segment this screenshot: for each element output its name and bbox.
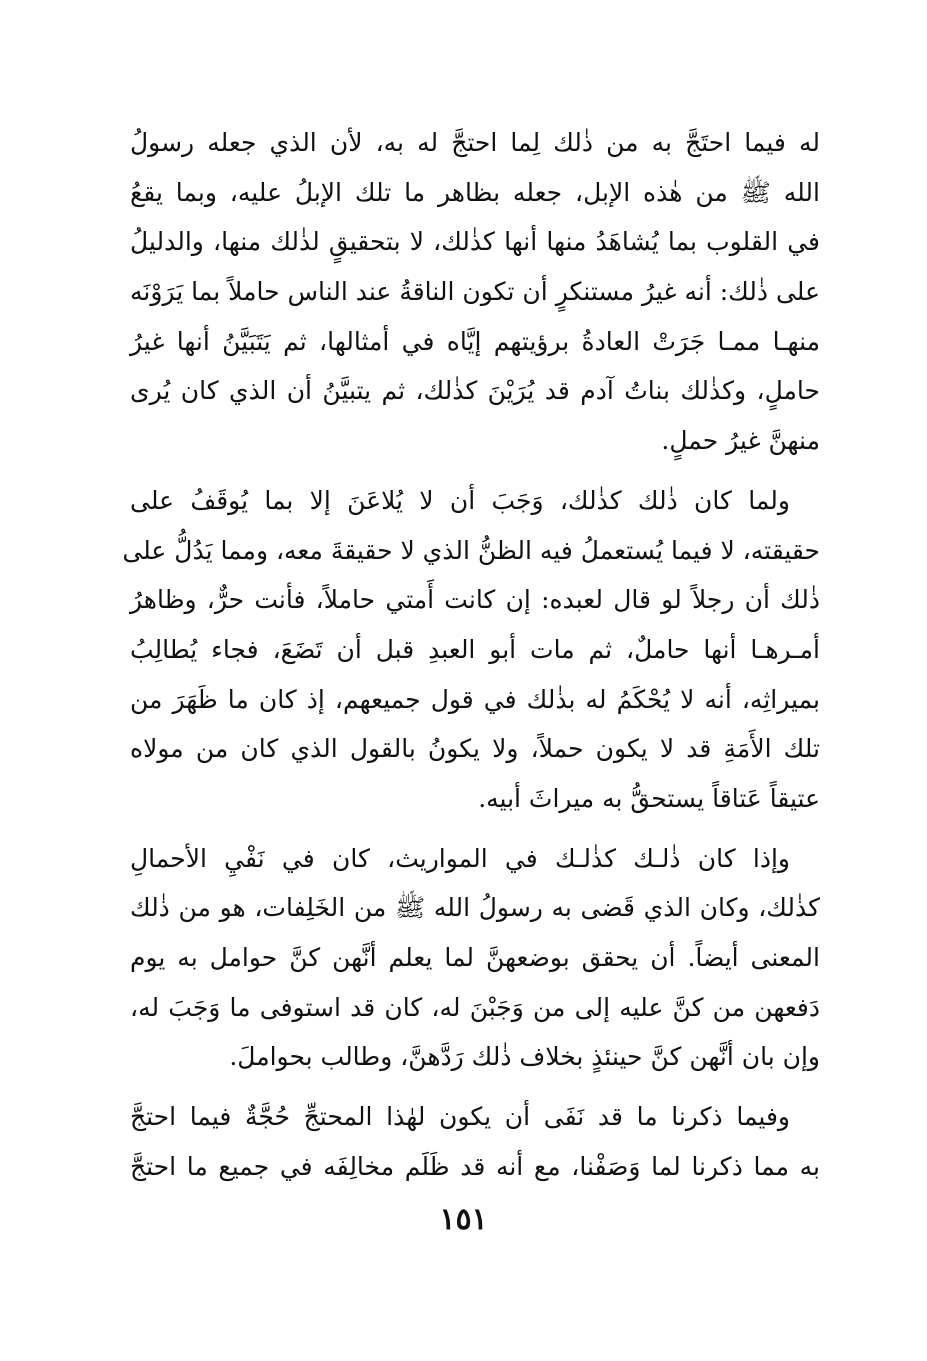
text-line: عتيقاً عَتاقاً يستحقُّ به ميراثَ أبيه. <box>478 783 820 813</box>
text-line: تلك الأَمَةِ قد لا يكون حملاً، ولا يكونُ بالقول الذي كان من مولاه <box>130 734 820 764</box>
text-line: أمـرهـا أنها حاملٌ، ثم مات أبو العبدِ قبل أن تَضَعَ، فجاء يُطالِبُ <box>130 634 820 664</box>
text-line: الله ﷺ من هٰذه الإبل، جعله بظاهر ما تلك الإبلُ عليه، وبما يقعُ <box>130 177 820 207</box>
text-line: به مما ذكرنا لما وَصَفْنا، مع أنه قد ظَلَم مخالِفَه في جميع ما احتجَّ <box>130 1151 820 1181</box>
text-line: في القلوب بما يُشاهَدُ منها أنها كذٰلك، لا بتحقيقٍ لذٰلك منها، والدليلُ <box>130 227 820 257</box>
text-line: على ذٰلك: أنه غيرُ مستنكرٍ أن تكون الناقةُ عند الناس حاملاً بما يَرَوْنَه <box>130 277 820 307</box>
text-line: ولما كان ذٰلك كذٰلك، وَجَبَ أن لا يُلاعَنَ إلا بما يُوقَفُ على <box>130 485 790 515</box>
text-line: ذٰلك أن رجلاً لو قال لعبده: إن كانت أَمتي حاملاً، فأنت حرٌّ، وظاهرُ <box>130 585 820 615</box>
text-line: حاملٍ، وكذٰلك بناتُ آدم قد يُرَيْنَ كذٰلك، ثم يتبيَّنُ أن الذي كان يُرى <box>130 376 820 406</box>
text-line: دَفعهن من كنَّ عليه إلى من وَجَبْنَ له، كان قد استوفى ما وَجَبَ له، <box>130 992 820 1022</box>
text-line: منهنَّ غيرُ حملٍ. <box>661 426 820 456</box>
text-line: له فيما احتَجَّ به من ذٰلك لِما احتجَّ له به، لأن الذي جعله رسولُ <box>130 128 820 157</box>
text-line: حقيقته، لا فيما يُستعملُ فيه الظنُّ الذي لا حقيقةَ معه، ومما يَدُلُّ على <box>122 535 820 565</box>
text-line: كذٰلك، وكان الذي قَضى به رسولُ الله ﷺ من الخَلِفات، هو من ذٰلك <box>130 893 820 923</box>
text-line: منهـا ممـا جَرَتْ العادةُ برؤيتهم إيَّاه في أمثالها، ثم يَتَبَيَّنُ أنها غيرُ <box>130 326 820 356</box>
text-line: بميراثِه، أنه لا يُحْكَمُ له بذٰلك في قول جميعهم، إذ كان ما ظَهَرَ من <box>130 684 820 714</box>
text-line: المعنى أيضاً. أن يحقق بوضعهنَّ لما يعلم أنَّهن كنَّ حوامل به يوم <box>130 943 820 972</box>
page-number: ١٥١ <box>439 1202 488 1237</box>
text-line: وإن بان أنَّهن كنَّ حينئذٍ بخلاف ذٰلك رَدَّهنَّ، وطالب بحواملَ. <box>229 1042 820 1072</box>
body-text <box>122 118 820 1191</box>
text-line: وإذا كان ذٰلـك كذٰلـك في المواريث، كان في نَفْيِ الأحمالِ <box>130 843 790 873</box>
text-line: وفيما ذكرنا ما قد نَفَى أن يكون لهٰذا المحتجِّ حُجَّةٌ فيما احتجَّ <box>130 1102 790 1132</box>
